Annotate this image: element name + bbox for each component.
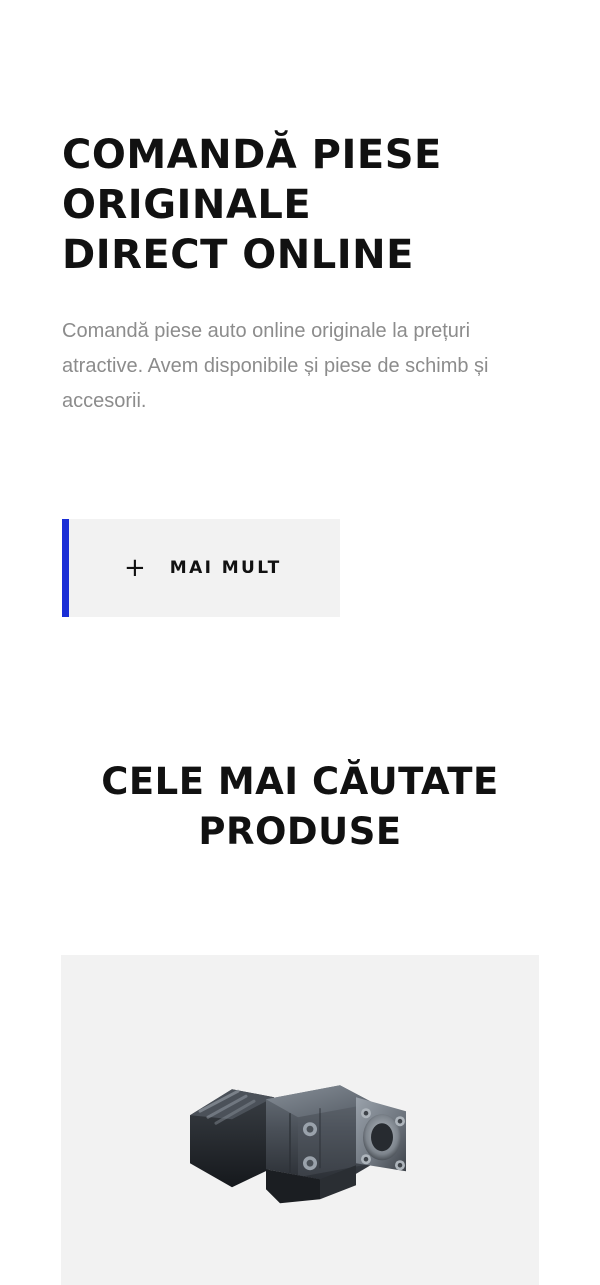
- hero-description: Comandă piese auto online originale la prețuri atractive. Avem disponibile și piese de schimb și accesorii.: [62, 320, 489, 412]
- cta-container: [62, 519, 340, 617]
- mai-mult-button[interactable]: [69, 519, 340, 617]
- product-card[interactable]: [61, 955, 539, 1285]
- hydraulic-pump-product-image: [170, 1037, 430, 1217]
- plus-icon: +: [124, 553, 146, 583]
- products-section: [0, 757, 600, 1285]
- mai-mult-button-label: MAI MULT: [169, 558, 282, 578]
- products-section-title: CELE MAI CĂUTATE PRODUSE: [101, 760, 499, 853]
- page-title: COMANDĂ PIESE ORIGINALE DIRECT ONLINE: [62, 132, 442, 278]
- hero-section: [0, 0, 600, 617]
- cta-accent-bar: [62, 519, 69, 617]
